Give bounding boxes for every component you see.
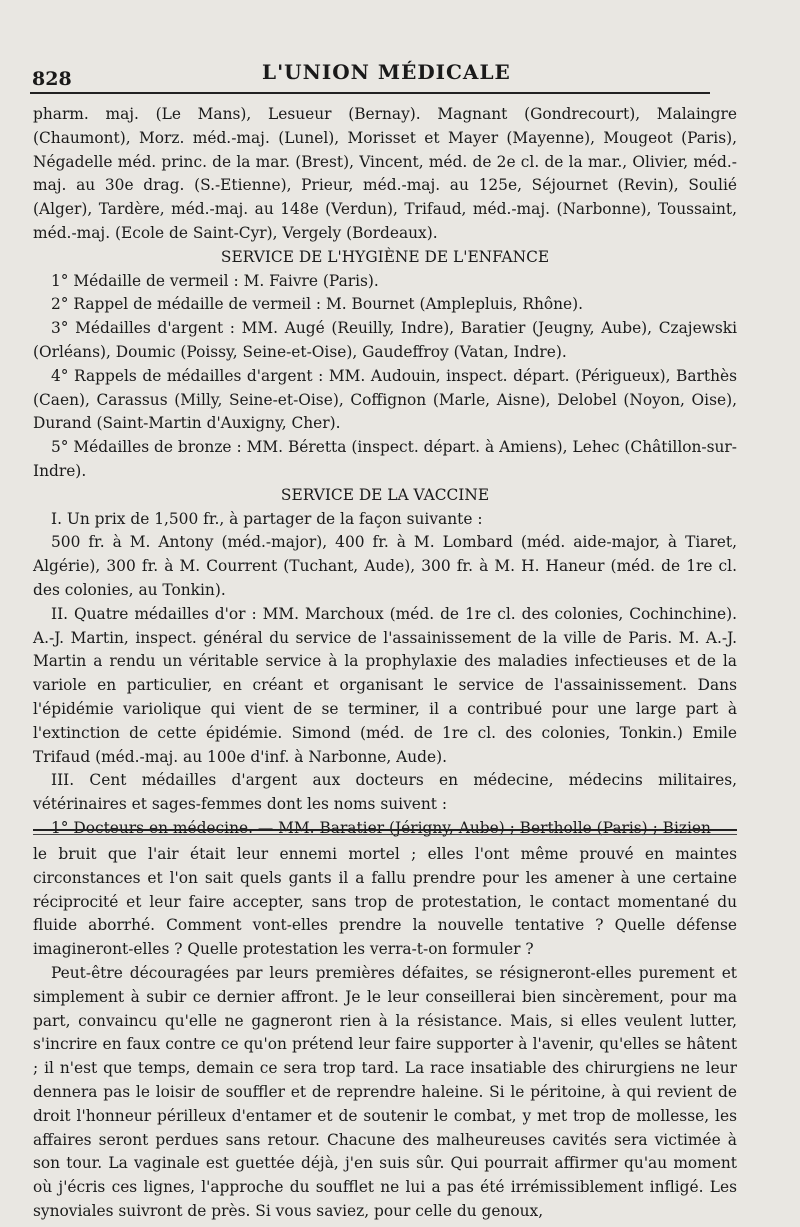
- header-rule: [30, 92, 710, 94]
- hygiene-item: 4° Rappels de médailles d'argent : MM. Audouin, inspect. départ. (Périgueux), Barthès (Caen), Carassus (Milly, Seine-et-Oise), Coffignon (Marle, Aisne), Delobel (Noyon, Oise), Durand (Saint-Martin d'Auxigny, Cher).: [33, 366, 737, 433]
- intro-paragraph: pharm. maj. (Le Mans), Lesueur (Bernay). Magnant (Gondrecourt), Malaingre (Chaumont), Morz. méd.-maj. (Lunel), Morisset et Mayer (Mayenne), Mougeot (Paris), Négadelle méd. princ. de la mar. (Brest), Vincent, méd. de 2e cl. de la mar., Olivier, méd.-maj. au 30e drag. (S.-Etienne), Prieur, méd.-maj. au 125e, Séjournet (Revin), Soulié (Alger), Tardère, méd.-maj. au 148e (Verdun), Trifaud, méd.-maj. (Narbonne), Toussaint, méd.-maj. (Ecole de Saint-Cyr), Vergely (Bordeaux).: [33, 105, 737, 242]
- hygiene-heading: SERVICE DE L'HYGIÈNE DE L'ENFANCE: [220, 247, 550, 266]
- vaccine-heading: SERVICE DE LA VACCINE: [280, 485, 490, 504]
- feuilleton-paragraph: le bruit que l'air était leur ennemi mortel ; elles l'ont même prouvé en maintes circonstances et l'on sait quels gants il a fallu prendre pour les amener à une certaine réciprocité et leur faire accepter, sans trop de protestation, le contact momentané du fluide aborrhé. Comment vont-elles prendre la nouvelle tentative ? Quelle défense imagineront-elles ? Quelle protestation les verra-t-on formuler ?: [33, 845, 737, 959]
- vaccine-paragraph: 500 fr. à M. Antony (méd.-major), 400 fr. à M. Lombard (méd. aide-major, à Tiaret, Algérie), 300 fr. à M. Courrent (Tuchant, Aude), 300 fr. à M. H. Haneur (méd. de 1re cl. des colonies, au Tonkin).: [33, 533, 737, 599]
- hygiene-item: 3° Médailles d'argent : MM. Augé (Reuilly, Indre), Baratier (Jeugny, Aube), Czajewski (Orléans), Doumic (Poissy, Seine-et-Oise), Gaudeffroy (Vatan, Indre).: [33, 319, 737, 361]
- running-title: L'UNION MÉDICALE: [262, 60, 511, 84]
- feuilleton-section: [33, 843, 737, 1224]
- vaccine-paragraph: 1° Docteurs en médecine. — MM. Baratier (Jérigny, Aube) ; Bertholle (Paris) ; Bizien: [51, 818, 711, 837]
- vaccine-paragraph: II. Quatre médailles d'or : MM. Marchoux (méd. de 1re cl. des colonies, Cochinchine). A.-J. Martin, inspect. général du service de l'assainissement de la ville de Paris. M. A.-J. Martin a rendu un véritable service à la prophylaxie des maladies infectieuses et de la variole en particulier, en créant et organisant le service de l'assainissement. Dans l'épidémie variolique qui vient de se terminer, il a contribué pour une large part à l'extinction de cette épidémie. Simond (méd. de 1re cl. des colonies, Tonkin.) Emile Trifaud (méd.-maj. au 100e d'inf. à Narbonne, Aude).: [33, 604, 737, 766]
- hygiene-item: 5° Médailles de bronze : MM. Béretta (inspect. départ. à Amiens), Lehec (Châtillon-sur-Indre).: [33, 438, 737, 480]
- page-number: 828: [32, 68, 72, 90]
- page-header: [32, 58, 732, 90]
- section-divider: [33, 829, 737, 831]
- feuilleton-paragraph: Peut-être découragées par leurs premières défaites, se résigneront-elles purement et simplement à subir ce dernier affront. Je le leur conseillerai bien sincèrement, pour ma part, convaincu qu'elle ne gagneront rien à la résistance. Mais, si elles veulent lutter, s'incrire en faux contre ce qu'on prétend leur faire supporter à l'avenir, qu'elles se hâtent ; il n'est que temps, demain ce sera trop tard. La race insatiable des chirurgiens ne leur dennera pas le loisir de souffler et de reprendre haleine. Si le péritoine, à qui revient de droit l'honneur périlleux d'entamer et de soutenir le combat, y met trop de mollesse, les affaires seront perdues sans retour. Chacune des malheureuses cavités sera victimée à son tour. La vaginale est guettée déjà, j'en suis sûr. Qui pourrait affirmer qu'au moment où j'écris ces lignes, l'approche du soufflet ne lui a pas été irrémissiblement infligé. Les synoviales suivront de près. Si vous saviez, pour celle du genoux,: [33, 963, 737, 1220]
- section-divider-thin: [33, 834, 737, 835]
- awards-section: [33, 103, 737, 841]
- vaccine-paragraph: I. Un prix de 1,500 fr., à partager de la façon suivante :: [51, 509, 483, 528]
- hygiene-item: 2° Rappel de médaille de vermeil : M. Bournet (Amplepluis, Rhône).: [51, 295, 584, 314]
- vaccine-paragraph: III. Cent médailles d'argent aux docteurs en médecine, médecins militaires, vétérinaires et sages-femmes dont les noms suivent :: [33, 771, 737, 814]
- hygiene-item: 1° Médaille de vermeil : M. Faivre (Paris).: [51, 271, 379, 290]
